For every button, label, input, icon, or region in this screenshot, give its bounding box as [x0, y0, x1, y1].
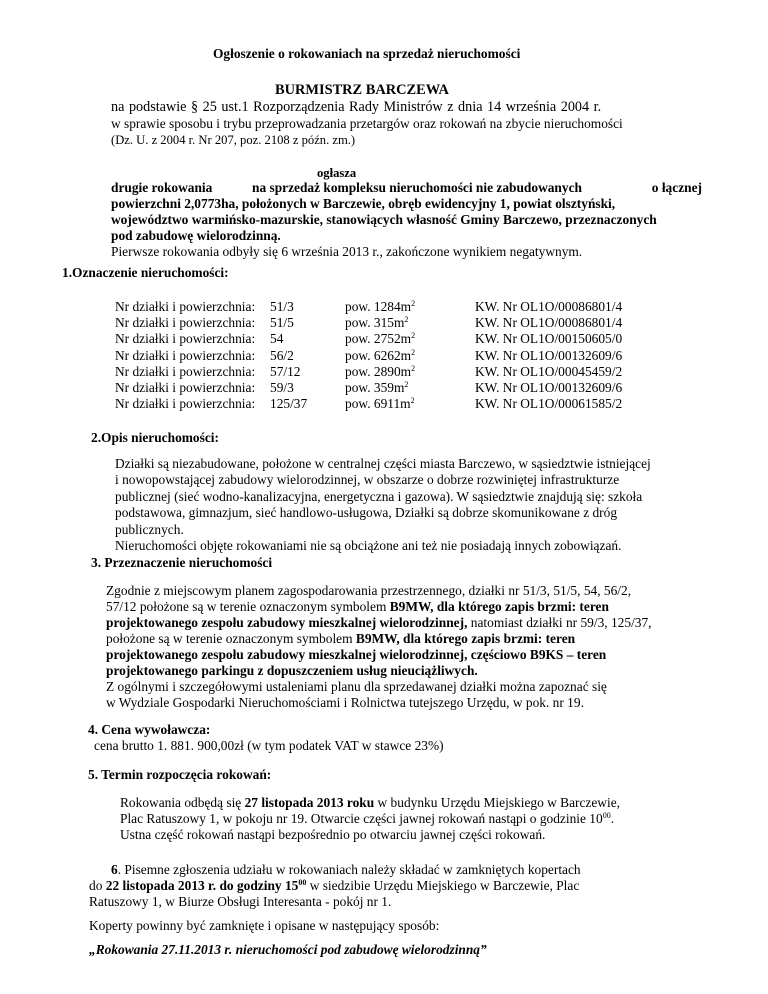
land-register-number: KW. Nr OL1O/00086801/4 — [475, 299, 623, 314]
announce-line4: pod zabudowę wielorodzinną. — [111, 228, 281, 243]
property-row — [115, 396, 675, 412]
plot-label: Nr działki i powierzchnia: — [115, 396, 256, 412]
legal-basis-line2: w sprawie sposobu i trybu przeprowadzania przetargów oraz rokowań na zbycie nieruchomości — [111, 116, 623, 131]
submission-deadline-sup: 00 — [298, 878, 307, 887]
section1-heading: 1.Oznaczenie nieruchomości: — [62, 265, 229, 280]
plot-label: Nr działki i powierzchnia: — [115, 363, 256, 379]
announce-word: ogłasza — [317, 166, 357, 180]
section5-heading: 5. Termin rozpoczęcia rokowań: — [88, 767, 272, 782]
plot-area-unit-sup: 2 — [411, 347, 416, 357]
section2-line: Nieruchomości objęte rokowaniami nie są obciążone ani też nie posiadają innych zobowiązań. — [115, 537, 622, 553]
plot-area-value: pow. 6262m — [345, 347, 412, 363]
plot-number: 57/12 — [270, 363, 301, 379]
plot-area-unit-sup: 2 — [404, 379, 409, 389]
plot-area — [345, 299, 475, 315]
envelope-label: „Rokowania 27.11.2013 r. nieruchomości pod zabudowę wielorodzinną” — [89, 942, 487, 957]
announce-line1 — [111, 180, 702, 196]
section5-line2-b: . — [610, 811, 615, 826]
plot-area — [345, 396, 475, 412]
land-register-number: KW. Nr OL1O/00132609/6 — [475, 347, 623, 363]
section5-line2-sup: 00 — [602, 811, 611, 820]
land-register-number: KW. Nr OL1O/00086801/4 — [475, 315, 623, 331]
land-register-number: KW. Nr OL1O/00045459/2 — [475, 363, 623, 379]
section3-line4 — [106, 631, 575, 647]
section4-heading: 4. Cena wywoławcza: — [88, 722, 211, 737]
plot-number: 51/3 — [270, 299, 294, 314]
section6-line4: Koperty powinny być zamknięte i opisane w następujący sposób: — [89, 918, 440, 933]
announce-line1-c: o łącznej — [651, 180, 702, 195]
property-row — [115, 315, 675, 331]
land-register-number: KW. Nr OL1O/00132609/6 — [475, 379, 623, 395]
land-register-number: KW. Nr OL1O/00150605/0 — [475, 331, 623, 347]
section3-line1: Zgodnie z miejscowym planem zagospodarowania przestrzennego, działki nr 51/3, 51/5, 54, 56/2, — [106, 583, 632, 598]
legal-basis-line1: na podstawie § 25 ust.1 Rozporządzenia Rady Ministrów z dnia 14 września 2004 r. — [111, 99, 602, 115]
section6-line2 — [89, 878, 579, 894]
submission-deadline-text: 22 listopada 2013 r. do godziny 15 — [105, 878, 299, 893]
plot-area-unit-sup: 2 — [404, 315, 409, 325]
plot-area — [345, 380, 475, 396]
section6-line2-c: w siedzibie Urzędu Miejskiego w Barczewie, Plac — [306, 878, 580, 893]
section2-line: i nowopowstającej zabudowy wielorodzinnej, w obszarze o dobrze rozwiniętej infrastrukturze — [115, 472, 620, 488]
section5-line2-a: Plac Ratuszowy 1, w pokoju nr 19. Otwarcie części jawnej rokowań nastąpi o godzinie 10 — [120, 811, 603, 826]
plot-number: 54 — [270, 331, 284, 347]
plot-number: 125/37 — [270, 396, 308, 412]
section3-line3-a: projektowanego zespołu zabudowy mieszkalnej wielorodzinnej, — [106, 615, 468, 630]
property-table — [115, 299, 675, 412]
section3-heading: 3. Przeznaczenie nieruchomości — [91, 555, 273, 570]
announce-line1-a: drugie rokowania — [111, 180, 213, 195]
section6-line2-a: do — [89, 878, 106, 893]
section2-line: publicznej (sieć wodno-kanalizacyjna, energetyczna i gazowa). W sąsiedztwie znajdują się: szkoła — [115, 488, 643, 504]
plot-area-value: pow. 315m — [345, 315, 405, 331]
announce-line3: województwo warmińsko-mazurskie, stanowiących własność Gminy Barczewo, przeznaczonych — [111, 212, 657, 227]
section5-line2 — [120, 811, 614, 827]
plot-label: Nr działki i powierzchnia: — [115, 299, 256, 314]
section3-line4-b: B9MW, dla którego zapis brzmi: teren — [355, 631, 576, 646]
plot-area-value: pow. 2890m — [345, 363, 412, 379]
first-negotiation-note: Pierwsze rokowania odbyły się 6 września 2013 r., zakończone wynikiem negatywnym. — [111, 244, 583, 259]
section2-body — [115, 456, 651, 554]
plot-area — [345, 315, 475, 331]
land-register-number: KW. Nr OL1O/00061585/2 — [475, 396, 623, 412]
plot-number: 59/3 — [270, 379, 294, 395]
property-row — [115, 364, 675, 380]
plot-area-value: pow. 359m — [345, 379, 405, 395]
section5-line1-a: Rokowania odbędą się — [120, 795, 245, 810]
plot-area — [345, 364, 475, 380]
section3-line2-b: B9MW, dla którego zapis brzmi: teren — [389, 599, 609, 614]
plot-area — [345, 331, 475, 347]
section5-line1-c: w budynku Urzędu Miejskiego w Barczewie, — [374, 795, 620, 810]
section3-line5: projektowanego zespołu zabudowy mieszkalnej wielorodzinnej, częściowo B9KS – teren — [106, 647, 607, 662]
property-row — [115, 331, 675, 347]
section2-line: publicznych. — [115, 521, 184, 537]
section2-line: Działki są niezabudowane, położone w centralnej części miasta Barczewo, w sąsiedztwie istniejącej — [115, 456, 651, 471]
property-row — [115, 299, 675, 315]
section6-num: 6 — [111, 862, 118, 877]
section2-heading: 2.Opis nieruchomości: — [91, 430, 219, 445]
announce-line2: powierzchni 2,0773ha, położonych w Barczewie, obręb ewidencyjny 1, powiat olsztyński, — [111, 196, 616, 211]
legal-basis-line3: (Dz. U. z 2004 r. Nr 207, poz. 2108 z późn. zm.) — [111, 133, 356, 147]
section3-line2-a: 57/12 położone są w terenie oznaczonym symbolem — [106, 599, 390, 614]
submission-deadline — [106, 878, 307, 893]
section3-line2 — [106, 599, 609, 615]
authority-heading: BURMISTRZ BARCZEWA — [275, 82, 449, 98]
section3-line3-b: natomiast działki nr 59/3, 125/37, — [467, 615, 652, 630]
announce-line1-b: na sprzedaż kompleksu nieruchomości nie zabudowanych — [252, 180, 582, 195]
section5-line1 — [120, 795, 620, 811]
section6-line1 — [111, 862, 581, 878]
plot-number: 56/2 — [270, 347, 294, 363]
section6-line3: Ratuszowy 1, w Biurze Obsługi Interesanta - pokój nr 1. — [89, 894, 392, 909]
document-title: Ogłoszenie o rokowaniach na sprzedaż nieruchomości — [213, 46, 521, 61]
section3-line7: Z ogólnymi i szczegółowymi ustaleniami planu dla sprzedawanej działki można zapoznać się — [106, 679, 607, 694]
plot-area-value: pow. 2752m — [345, 331, 412, 347]
negotiation-date: 27 listopada 2013 roku — [244, 795, 375, 810]
starting-price: cena brutto 1. 881. 900,00zł (w tym podatek VAT w stawce 23%) — [94, 738, 444, 753]
plot-area-value: pow. 1284m — [345, 299, 412, 314]
plot-area-unit-sup: 2 — [411, 363, 416, 373]
section3-line6: projektowanego parkingu z dopuszczeniem usług nieuciążliwych. — [106, 663, 478, 678]
plot-label: Nr działki i powierzchnia: — [115, 379, 256, 395]
plot-number: 51/5 — [270, 315, 294, 331]
plot-area-unit-sup: 2 — [411, 331, 416, 341]
section5-line3: Ustna część rokowań nastąpi bezpośrednio po otwarciu jawnej części rokowań. — [120, 827, 546, 842]
plot-area — [345, 348, 475, 364]
property-row — [115, 380, 675, 396]
section6-line1-text: . Pisemne zgłoszenia udziału w rokowaniach należy składać w zamkniętych kopertach — [117, 862, 581, 877]
plot-area-unit-sup: 2 — [410, 396, 415, 406]
plot-label: Nr działki i powierzchnia: — [115, 347, 256, 363]
plot-label: Nr działki i powierzchnia: — [115, 331, 256, 347]
section3-line8: w Wydziale Gospodarki Nieruchomościami i Rolnictwa tutejszego Urzędu, w pok. nr 19. — [106, 695, 584, 710]
plot-area-value: pow. 6911m — [345, 396, 411, 412]
plot-label: Nr działki i powierzchnia: — [115, 315, 256, 331]
section3-line3 — [106, 615, 652, 631]
property-row — [115, 348, 675, 364]
section2-line: podstawowa, gimnazjum, sieć handlowo-usługowa, Działki są dobrze skomunikowane z dróg — [115, 505, 618, 521]
section3-line4-a: położone są w terenie oznaczonym symbolem — [106, 631, 356, 646]
plot-area-unit-sup: 2 — [411, 299, 416, 308]
